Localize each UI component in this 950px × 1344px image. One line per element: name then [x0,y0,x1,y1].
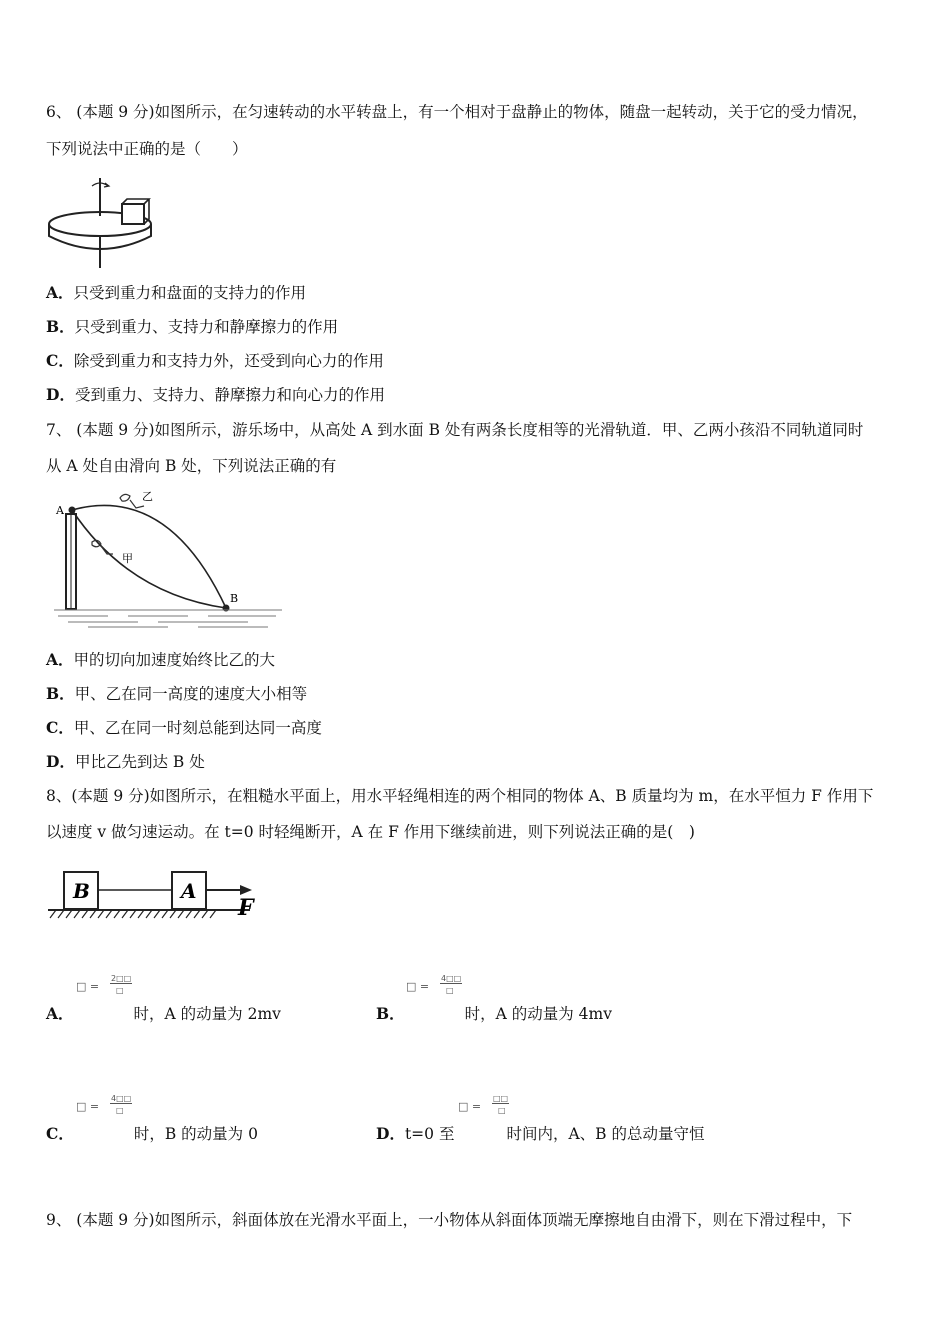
q7-option-d: D．甲比乙先到达 B 处 [46,752,205,771]
q7-option-c: C．甲、乙在同一时刻总能到达同一高度 [46,718,322,737]
q6-option-b: B．只受到重力、支持力和静摩擦力的作用 [46,317,339,336]
q6-stem-line2: 下列说法中正确的是（ ） [46,140,248,158]
q6-option-c: C．除受到重力和支持力外，还受到向心力的作用 [46,351,384,370]
q7-stem-line2: 从 A 处自由滑向 B 处，下列说法正确的有 [46,457,337,475]
q8-option-b-fraction: □ = 4□□ □ [406,974,462,995]
q8-stem-line1: 8、(本题 9 分)如图所示，在粗糙水平面上，用水平轻绳相连的两个相同的物体 A、B 质量均为 m，在水平恒力 F 作用下 [46,787,874,805]
q7-option-b: B．甲、乙在同一高度的速度大小相等 [46,684,308,703]
q6-option-a: A．只受到重力和盘面的支持力的作用 [46,283,307,302]
fig7-label-yi: 乙 [142,490,153,503]
q8-option-c: C． 时，B 的动量为 0 [46,1124,258,1143]
q7-option-a: A．甲的切向加速度始终比乙的大 [46,650,276,669]
q9-stem-line1: 9、 (本题 9 分)如图所示，斜面体放在光滑水平面上，一小物体从斜面体顶端无摩擦地自由滑下，则在下滑过程中，下 [46,1211,853,1229]
blocks-figure [44,852,260,922]
q8-option-a: A． 时，A 的动量为 2mv [46,1004,281,1023]
q6-stem-line1: 6、 (本题 9 分)如图所示，在匀速转动的水平转盘上，有一个相对于盘静止的物体，随盘一起转动，关于它的受力情况， [46,103,868,121]
fig7-label-a: A [56,504,64,517]
fig7-label-b: B [230,592,239,605]
turntable-figure [44,172,160,270]
q8-stem-line2: 以速度 v 做匀速运动。在 t=0 时轻绳断开，A 在 F 作用下继续前进，则下列说法正确的是( ) [46,823,695,841]
q8-option-d: D．t=0 至 时间内，A、B 的总动量守恒 [376,1124,705,1143]
slide-tracks-figure [48,486,284,632]
fig8-label-b: B [73,879,90,903]
q8-option-b: B． 时，A 的动量为 4mv [376,1004,612,1023]
q7-stem-line1: 7、 (本题 9 分)如图所示，游乐场中，从高处 A 到水面 B 处有两条长度相等的光滑轨道．甲、乙两小孩沿不同轨道同时 [46,421,864,439]
q8-option-c-fraction: □ = 4□□ □ [76,1094,132,1115]
q8-option-a-fraction: □ = 2□□ □ [76,974,132,995]
q8-option-d-fraction: □ = □□ □ [458,1094,509,1115]
fig8-label-f: F [238,895,254,921]
fig8-label-a: A [181,879,197,903]
q6-option-d: D．受到重力、支持力、静摩擦力和向心力的作用 [46,385,385,404]
fig7-label-jia: 甲 [122,552,133,565]
